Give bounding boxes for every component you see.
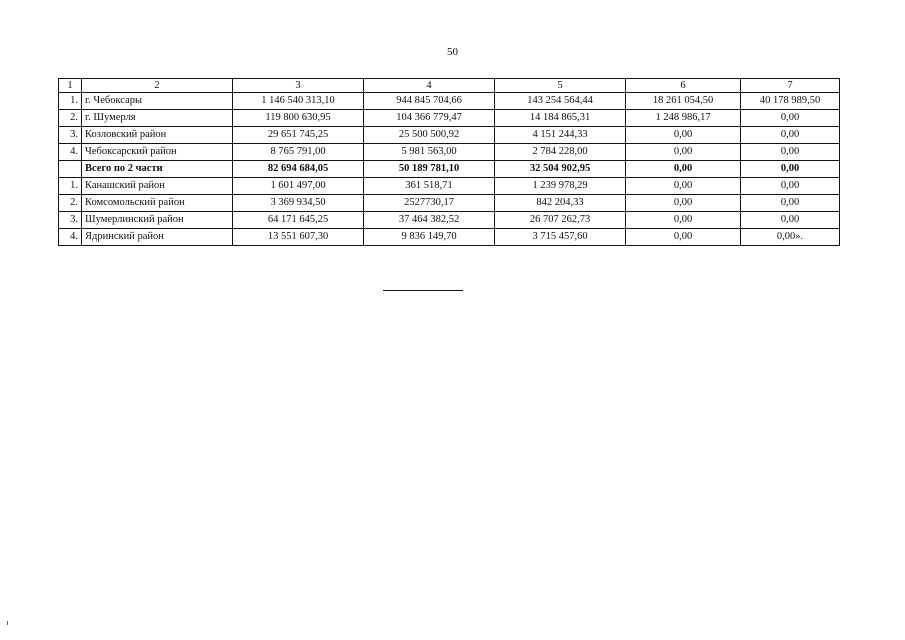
row-number-cell: 3. — [59, 212, 82, 229]
edge-mark — [7, 621, 8, 625]
value-cell-col7: 0,00 — [741, 178, 840, 195]
value-cell-col3: 13 551 607,30 — [233, 229, 364, 246]
value-cell-col5: 32 504 902,95 — [495, 161, 626, 178]
district-name-cell: Комсомольский район — [82, 195, 233, 212]
value-cell-col4: 50 189 781,10 — [364, 161, 495, 178]
value-cell-col4: 2527730,17 — [364, 195, 495, 212]
value-cell-col6: 0,00 — [626, 144, 741, 161]
header-cell: 1 — [59, 79, 82, 93]
value-cell-col6: 0,00 — [626, 212, 741, 229]
row-number-cell: 4. — [59, 229, 82, 246]
table-body — [59, 79, 840, 246]
value-cell-col6: 0,00 — [626, 195, 741, 212]
value-cell-col6: 0,00 — [626, 127, 741, 144]
value-cell-col3: 1 601 497,00 — [233, 178, 364, 195]
data-table — [58, 78, 840, 246]
value-cell-col5: 842 204,33 — [495, 195, 626, 212]
value-cell-col5: 26 707 262,73 — [495, 212, 626, 229]
table-row — [59, 178, 840, 195]
row-number-cell: 2. — [59, 195, 82, 212]
table-row — [59, 229, 840, 246]
row-number-cell: 4. — [59, 144, 82, 161]
value-cell-col5: 3 715 457,60 — [495, 229, 626, 246]
value-cell-col7: 0,00». — [741, 229, 840, 246]
row-number-cell — [59, 161, 82, 178]
value-cell-col3: 1 146 540 313,10 — [233, 93, 364, 110]
value-cell-col7: 0,00 — [741, 212, 840, 229]
row-number-cell: 3. — [59, 127, 82, 144]
table-row — [59, 110, 840, 127]
value-cell-col5: 4 151 244,33 — [495, 127, 626, 144]
value-cell-col4: 944 845 704,66 — [364, 93, 495, 110]
header-cell: 3 — [233, 79, 364, 93]
district-name-cell: Чебоксарский район — [82, 144, 233, 161]
value-cell-col3: 119 800 630,95 — [233, 110, 364, 127]
table-row — [59, 93, 840, 110]
district-name-cell: Шумерлинский район — [82, 212, 233, 229]
district-name-cell: Козловский район — [82, 127, 233, 144]
value-cell-col5: 14 184 865,31 — [495, 110, 626, 127]
district-name-cell: Канашский район — [82, 178, 233, 195]
value-cell-col7: 0,00 — [741, 195, 840, 212]
district-name-cell: Ядринский район — [82, 229, 233, 246]
table-row — [59, 127, 840, 144]
value-cell-col4: 5 981 563,00 — [364, 144, 495, 161]
table-row — [59, 212, 840, 229]
value-cell-col5: 143 254 564,44 — [495, 93, 626, 110]
district-name-cell: г. Чебоксары — [82, 93, 233, 110]
header-cell: 5 — [495, 79, 626, 93]
page-number: 50 — [447, 46, 458, 58]
row-number-cell: 2. — [59, 110, 82, 127]
row-number-cell: 1. — [59, 178, 82, 195]
value-cell-col6: 0,00 — [626, 161, 741, 178]
value-cell-col7: 0,00 — [741, 161, 840, 178]
value-cell-col3: 82 694 684,05 — [233, 161, 364, 178]
value-cell-col7: 0,00 — [741, 144, 840, 161]
header-cell: 6 — [626, 79, 741, 93]
value-cell-col7: 0,00 — [741, 127, 840, 144]
district-name-cell: г. Шумерля — [82, 110, 233, 127]
header-cell: 2 — [82, 79, 233, 93]
value-cell-col7: 40 178 989,50 — [741, 93, 840, 110]
district-name-cell: Всего по 2 части — [82, 161, 233, 178]
table-row — [59, 195, 840, 212]
value-cell-col3: 64 171 645,25 — [233, 212, 364, 229]
separator-line — [383, 290, 463, 291]
value-cell-col4: 9 836 149,70 — [364, 229, 495, 246]
value-cell-col4: 104 366 779,47 — [364, 110, 495, 127]
header-cell: 7 — [741, 79, 840, 93]
value-cell-col4: 37 464 382,52 — [364, 212, 495, 229]
value-cell-col7: 0,00 — [741, 110, 840, 127]
value-cell-col4: 25 500 500,92 — [364, 127, 495, 144]
value-cell-col3: 29 651 745,25 — [233, 127, 364, 144]
value-cell-col4: 361 518,71 — [364, 178, 495, 195]
header-cell: 4 — [364, 79, 495, 93]
value-cell-col6: 0,00 — [626, 229, 741, 246]
table-total-row — [59, 161, 840, 178]
value-cell-col6: 18 261 054,50 — [626, 93, 741, 110]
value-cell-col6: 1 248 986,17 — [626, 110, 741, 127]
value-cell-col3: 3 369 934,50 — [233, 195, 364, 212]
value-cell-col3: 8 765 791,00 — [233, 144, 364, 161]
value-cell-col5: 1 239 978,29 — [495, 178, 626, 195]
value-cell-col6: 0,00 — [626, 178, 741, 195]
table-header-row — [59, 79, 840, 93]
value-cell-col5: 2 784 228,00 — [495, 144, 626, 161]
table-row — [59, 144, 840, 161]
row-number-cell: 1. — [59, 93, 82, 110]
